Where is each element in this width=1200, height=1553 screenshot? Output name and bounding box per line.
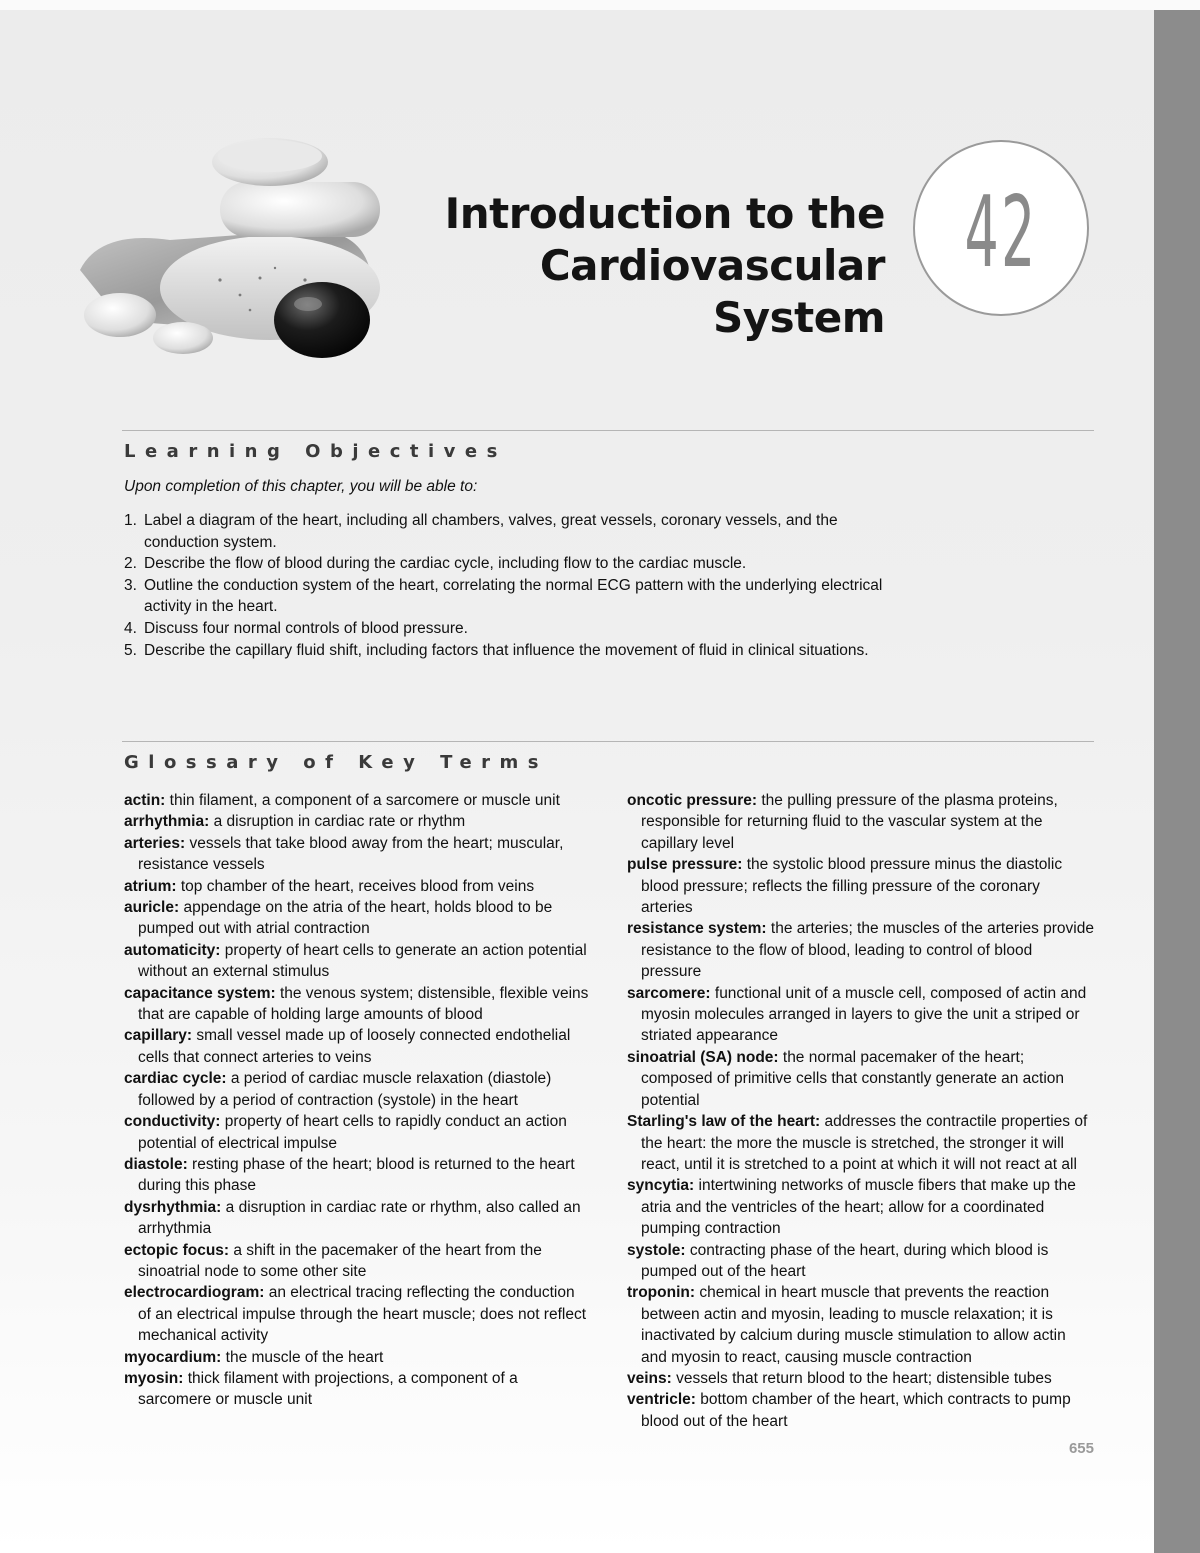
glossary-definition: contracting phase of the heart, during which blood is pumped out of the heart — [641, 1241, 1049, 1280]
glossary-term: dysrhythmia: — [124, 1198, 222, 1216]
glossary-term: electrocardiogram: — [124, 1284, 265, 1302]
glossary-term: myocardium: — [124, 1348, 222, 1366]
glossary-term: cardiac cycle: — [124, 1070, 227, 1088]
glossary-entry — [627, 1175, 1095, 1239]
glossary-definition: the normal pacemaker of the heart; composed of primitive cells that constantly generate an action potential — [641, 1048, 1065, 1109]
glossary-term: myosin: — [124, 1369, 184, 1387]
glossary-entry — [627, 1111, 1095, 1175]
glossary-term: systole: — [627, 1241, 686, 1259]
chapter-title-line-2: Cardiovascular System — [539, 241, 885, 342]
objective-item: 5. Describe the capillary fluid shift, including factors that influence the movement of fluid in clinical situations. — [124, 641, 869, 659]
section-rule — [122, 741, 1094, 742]
glossary-column-right — [627, 790, 1095, 1432]
glossary-entry — [124, 940, 590, 983]
glossary-term: capillary: — [124, 1027, 193, 1045]
glossary-entry — [124, 1068, 590, 1111]
thumb-index-tab — [1154, 10, 1200, 1553]
glossary-entry — [124, 1111, 590, 1154]
glossary-definition: thin filament, a component of a sarcomere or muscle unit — [165, 792, 560, 809]
glossary-term: troponin: — [627, 1284, 696, 1302]
glossary-term: syncytia: — [627, 1177, 695, 1195]
glossary-definition: property of heart cells to rapidly conduct an action potential of electrical impulse — [138, 1113, 567, 1152]
glossary-definition: a disruption in cardiac rate or rhythm, also called an arrhythmia — [138, 1198, 581, 1238]
glossary-term: Starling's law of the heart: — [627, 1113, 821, 1131]
glossary-entry — [627, 918, 1095, 982]
glossary-term: arrhythmia: — [124, 813, 210, 831]
glossary-definition: a period of cardiac muscle relaxation (diastole) followed by a period of contraction (systole) in the heart — [138, 1070, 552, 1109]
glossary-term: veins: — [627, 1369, 672, 1387]
pills-photo — [60, 120, 420, 380]
glossary-term: pulse pressure: — [627, 856, 743, 874]
chapter-title — [430, 188, 885, 344]
glossary-entry — [124, 897, 590, 940]
glossary-entry — [124, 1197, 590, 1240]
glossary-definition: property of heart cells to generate an action potential without an external stimulus — [138, 941, 587, 981]
glossary-term: actin: — [124, 792, 166, 809]
objective-item: 3. Outline the conduction system of the heart, correlating the normal ECG pattern with the underlying electrical activity in the heart. — [124, 576, 883, 616]
glossary-definition: small vessel made up of loosely connected endothelial cells that connect arteries to veins — [138, 1027, 571, 1066]
glossary-term: conductivity: — [124, 1113, 221, 1131]
glossary-entry — [124, 1025, 590, 1068]
glossary-entry — [627, 1047, 1095, 1111]
glossary-definition: vessels that take blood away from the heart; muscular, resistance vessels — [138, 834, 564, 874]
glossary-term: capacitance system: — [124, 984, 276, 1002]
page-number: 655 — [1068, 1440, 1094, 1457]
glossary-definition: addresses the contractile properties of the heart: the more the muscle is stretched, the stronger it will react, until it is stretched to a point at which it will not react at all — [641, 1113, 1088, 1173]
glossary-entry — [124, 1154, 590, 1197]
glossary-definition: the muscle of the heart — [221, 1348, 384, 1366]
glossary-term: resistance system: — [627, 920, 767, 938]
glossary-term: ectopic focus: — [124, 1241, 230, 1259]
chapter-number: 42 — [964, 176, 1038, 290]
glossary-term: sinoatrial (SA) node: — [627, 1048, 779, 1066]
chapter-title-line-1: Introduction to the — [444, 189, 885, 238]
glossary-entry — [627, 1240, 1095, 1283]
glossary-definition: functional unit of a muscle cell, composed of actin and myosin molecules arranged in layers to give the unit a striped or striated appearance — [641, 984, 1087, 1045]
glossary-definition: the systolic blood pressure minus the diastolic blood pressure; reflects the filling pressure of the coronary arteries — [641, 856, 1063, 917]
learning-objectives-heading: Learning Objectives — [124, 441, 507, 462]
objective-item: 4. Discuss four normal controls of blood pressure. — [124, 619, 468, 637]
glossary-definition: a disruption in cardiac rate or rhythm — [209, 813, 466, 831]
glossary-definition: an electrical tracing reflecting the conduction of an electrical impulse through the heart muscle; does not reflect mechanical activity — [138, 1284, 587, 1345]
glossary-term: auricle: — [124, 899, 180, 917]
glossary-entry — [124, 811, 590, 832]
glossary-entry — [627, 1368, 1095, 1389]
glossary-term: ventricle: — [627, 1391, 696, 1409]
glossary-definition: top chamber of the heart, receives blood from veins — [176, 877, 535, 895]
glossary-definition: bottom chamber of the heart, which contracts to pump blood out of the heart — [641, 1391, 1071, 1430]
glossary-entry — [124, 1240, 590, 1283]
glossary-definition: the arteries; the muscles of the arteries provide resistance to the flow of blood, leading to control of blood pressure — [641, 920, 1094, 981]
glossary-entry — [124, 876, 590, 897]
glossary-entry — [627, 790, 1095, 854]
glossary-definition: chemical in heart muscle that prevents the reaction between actin and myosin, leading to muscle relaxation; it is inactivated by calcium during muscle stimulation to allow actin and myosin to react, causing muscle contraction — [641, 1284, 1066, 1366]
glossary-term: arteries: — [124, 834, 186, 852]
objectives-list — [124, 510, 894, 661]
glossary-term: sarcomere: — [627, 984, 711, 1002]
objective-item: 2. Describe the flow of blood during the cardiac cycle, including flow to the cardiac muscle. — [124, 555, 747, 573]
glossary-definition: the venous system; distensible, flexible veins that are capable of holding large amounts of blood — [138, 984, 589, 1024]
glossary-term: atrium: — [124, 877, 177, 895]
glossary-entry — [627, 1389, 1095, 1432]
objective-item: 1. Label a diagram of the heart, including all chambers, valves, great vessels, coronary vessels, and the conduction system. — [124, 512, 838, 551]
glossary-column-left — [124, 790, 590, 1411]
glossary-definition: resting phase of the heart; blood is returned to the heart during this phase — [138, 1155, 575, 1195]
glossary-entry — [124, 833, 590, 876]
objectives-intro: Upon completion of this chapter, you will be able to: — [124, 478, 478, 495]
glossary-definition: a shift in the pacemaker of the heart from the sinoatrial node to some other site — [138, 1241, 542, 1280]
glossary-definition: appendage on the atria of the heart, holds blood to be pumped out with atrial contraction — [138, 899, 553, 938]
glossary-term: automaticity: — [124, 941, 221, 959]
glossary-entry — [124, 1282, 590, 1346]
glossary-definition: the pulling pressure of the plasma proteins, responsible for returning fluid to the vascular system at the capillary level — [641, 792, 1058, 852]
glossary-entry — [124, 1347, 590, 1368]
glossary-definition: intertwining networks of muscle fibers that make up the atria and the ventricles of the heart; allow for a coordinated pumping contraction — [641, 1177, 1076, 1238]
section-rule — [122, 430, 1094, 431]
glossary-entry — [124, 983, 590, 1026]
glossary-entry — [627, 983, 1095, 1047]
glossary-term: diastole: — [124, 1155, 188, 1173]
chapter-number-badge — [913, 140, 1089, 316]
glossary-entry — [627, 1282, 1095, 1368]
glossary-entry — [124, 790, 590, 811]
glossary-definition: thick filament with projections, a component of a sarcomere or muscle unit — [138, 1369, 518, 1409]
glossary-entry — [627, 854, 1095, 918]
glossary-term: oncotic pressure: — [627, 792, 758, 809]
page-top-margin — [0, 0, 1200, 10]
glossary-heading: Glossary of Key Terms — [124, 752, 549, 773]
glossary-definition: vessels that return blood to the heart; distensible tubes — [671, 1369, 1052, 1387]
glossary-entry — [124, 1368, 590, 1411]
